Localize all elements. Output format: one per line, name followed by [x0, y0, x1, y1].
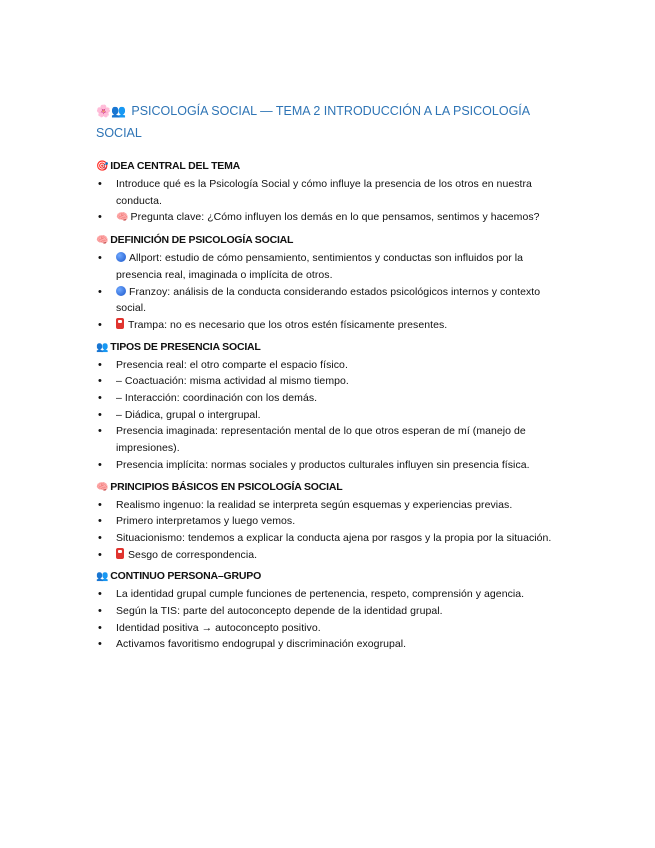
list-item: [96, 513, 566, 530]
list-item: [96, 284, 566, 317]
bullet-list: [96, 250, 566, 334]
red-alert-icon: [116, 548, 124, 559]
section: [96, 158, 566, 227]
bullet-list: [96, 176, 566, 227]
section-heading-text: IDEA CENTRAL DEL TEMA: [110, 160, 241, 172]
list-item: [96, 423, 566, 456]
list-item: [96, 586, 566, 603]
target-icon: 🎯: [96, 161, 109, 172]
list-item-text: Franzoy: análisis de la conducta considerando estados psicológicos internos y contexto social.: [116, 285, 541, 315]
list-item-text: Trampa: no es necesario que los otros estén físicamente presentes.: [128, 318, 448, 331]
section-heading-text: CONTINUO PERSONA–GRUPO: [110, 570, 262, 583]
list-item-text: Presencia imaginada: representación mental de lo que otros esperan de mí (manejo de impresiones).: [116, 425, 526, 455]
list-item-text: Realismo ingenuo: la realidad se interpreta según esquemas y experiencias previas.: [116, 498, 513, 511]
brain-icon: 🧠: [96, 235, 109, 247]
section: [96, 232, 566, 334]
list-item: [96, 250, 566, 283]
list-item: [96, 357, 566, 374]
document-page: [96, 100, 566, 658]
list-item: [96, 620, 566, 637]
red-alert-icon: [116, 318, 124, 329]
list-item: [96, 390, 566, 407]
list-item-text: Presencia implícita: normas sociales y productos culturales influyen sin presencia física.: [116, 458, 530, 471]
document-title: [96, 100, 566, 144]
list-item-text: – Interacción: coordinación con los demás.: [116, 392, 318, 405]
list-item: [96, 530, 566, 547]
list-item: [96, 636, 566, 653]
bullet-list: [96, 497, 566, 564]
blue-circle-icon: [116, 286, 126, 296]
section-heading-text: PRINCIPIOS BÁSICOS EN PSICOLOGÍA SOCIAL: [110, 480, 343, 493]
list-item-text: Primero interpretamos y luego vemos.: [116, 515, 296, 528]
bullet-list: [96, 586, 566, 653]
section-heading: [96, 339, 566, 356]
list-item: [96, 209, 566, 227]
section-heading: [96, 158, 566, 175]
list-item-text: Pregunta clave: ¿Cómo influyen los demás en lo que pensamos, sentimos y hacemos?: [130, 211, 540, 224]
list-item: [96, 407, 566, 424]
list-item-text: Allport: estudio de cómo pensamiento, sentimientos y conductas son influidos por la presencia real, imaginada o implícita de otros.: [116, 252, 524, 281]
list-item: [96, 317, 566, 334]
sections-container: [96, 158, 566, 653]
list-item-text: Activamos favoritismo endogrupal y discriminación exogrupal.: [116, 638, 407, 651]
section: [96, 568, 566, 653]
list-item-text: – Coactuación: misma actividad al mismo tiempo.: [116, 375, 349, 388]
brain-icon: 🧠: [116, 212, 129, 224]
list-item-text: Sesgo de correspondencia.: [128, 548, 258, 561]
list-item-text: Identidad positiva → autoconcepto positivo.: [116, 621, 321, 634]
people-icon: 👥: [96, 341, 109, 353]
list-item: [96, 373, 566, 390]
list-item-text: Introduce qué es la Psicología Social y cómo influye la presencia de los otros en nuestra conducta.: [116, 178, 532, 207]
flower-people-icon: 🌸👥: [96, 104, 126, 118]
list-item: [96, 547, 566, 564]
section-heading-text: DEFINICIÓN DE PSICOLOGÍA SOCIAL: [110, 234, 294, 247]
list-item: [96, 603, 566, 620]
list-item-text: Según la TIS: parte del autoconcepto depende de la identidad grupal.: [116, 605, 443, 618]
list-item: [96, 497, 566, 514]
section-heading: [96, 479, 566, 496]
section-heading: [96, 568, 566, 585]
list-item: [96, 176, 566, 209]
list-item-text: – Diádica, grupal o intergrupal.: [116, 408, 261, 421]
section: [96, 339, 566, 474]
people-icon: 👥: [96, 571, 109, 583]
blue-circle-icon: [116, 252, 126, 262]
title-text: PSICOLOGÍA SOCIAL — TEMA 2 INTRODUCCIÓN A LA PSICOLOGÍA SOCIAL: [96, 104, 530, 140]
list-item: [96, 457, 566, 474]
section-heading: [96, 232, 566, 249]
section: [96, 479, 566, 564]
bullet-list: [96, 357, 566, 474]
brain-icon: 🧠: [96, 481, 109, 493]
list-item-text: Presencia real: el otro comparte el espacio físico.: [116, 358, 348, 371]
list-item-text: Situacionismo: tendemos a explicar la conducta ajena por rasgos y la propia por la situación.: [116, 531, 552, 544]
list-item-text: La identidad grupal cumple funciones de pertenencia, respeto, comprensión y agencia.: [116, 588, 525, 601]
section-heading-text: TIPOS DE PRESENCIA SOCIAL: [110, 340, 261, 353]
